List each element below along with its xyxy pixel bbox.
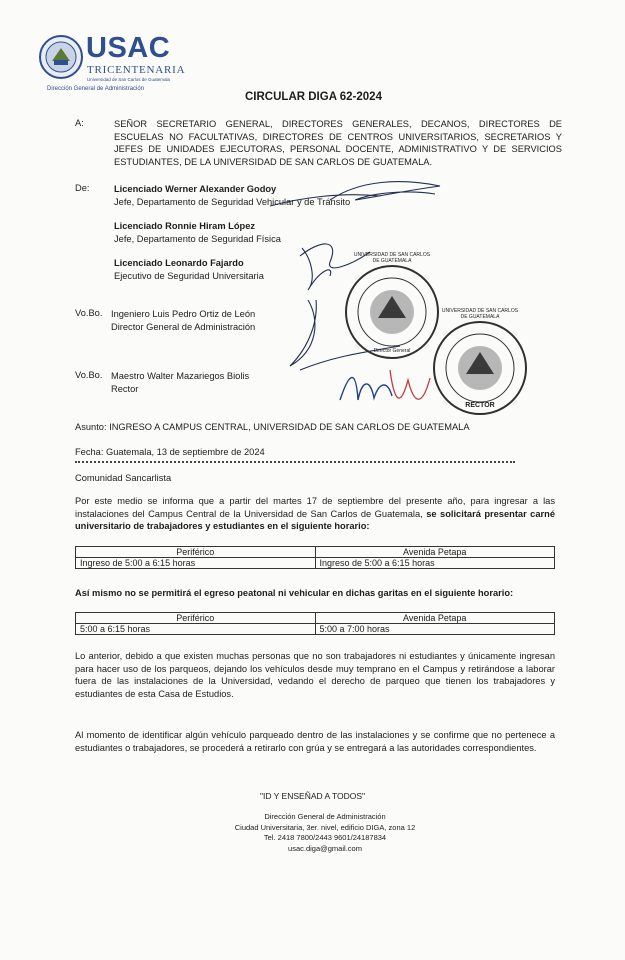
table-row: [76, 558, 555, 569]
table-row: [76, 624, 555, 635]
table-row: [76, 613, 555, 624]
dotted-separator: [75, 461, 515, 465]
footer-line: Tel. 2418 7800/2443 9601/24187834: [263, 833, 387, 842]
sender-3: [114, 257, 264, 282]
sender-role: Ejecutivo de Seguridad Universitaria: [114, 270, 264, 281]
table-header: Avenida Petapa: [315, 547, 555, 558]
intro-bold-text: se solicitará presentar carné universitario de trabajadores y estudiantes en el siguiente horario:: [75, 508, 555, 532]
salutation: Comunidad Sancarlista: [75, 473, 172, 483]
rector-signature-graphic: [330, 360, 450, 420]
paragraph-consequence: Al momento de identificar algún vehículo parqueado dentro de las instalaciones y se confirme que no pertenece a estudiantes o trabajadores, se procederá a retirarlo con grúa y se entregará a las autoridades correspondientes.: [75, 730, 555, 753]
schedule-table-entry: [75, 546, 555, 569]
footer: [160, 812, 490, 854]
sender-name: Licenciado Ronnie Hiram López: [114, 221, 256, 231]
stamp-seal-icon: [342, 262, 442, 362]
stamp-text: UNIVERSIDAD DE SAN CARLOS DE GUATEMALA: [353, 252, 431, 264]
schedule-table-exit: [75, 612, 555, 635]
table-header: Periférico: [76, 613, 316, 624]
usac-seal-icon: [38, 34, 84, 80]
vobo-2: [111, 370, 249, 395]
sender-2: [114, 220, 281, 245]
vobo-label: Vo.Bo.: [75, 308, 103, 318]
restriction-text: Así mismo no se permitirá el egreso peatonal ni vehicular en dichas garitas en el siguiente horario:: [75, 588, 514, 598]
brand-university: Universidad de San Carlos de Guatemala: [87, 77, 171, 82]
stamp-text: UNIVERSIDAD DE SAN CARLOS DE GUATEMALA: [441, 308, 519, 320]
vobo-label: Vo.Bo.: [75, 370, 103, 380]
footer-email: usac.diga@gmail.com: [288, 843, 362, 853]
intro-paragraph: [75, 495, 555, 533]
brand-name: USAC: [86, 32, 171, 64]
table-cell: Ingreso de 5:00 a 6:15 horas: [315, 558, 555, 569]
table-header: Avenida Petapa: [315, 613, 555, 624]
vobo-role: Director General de Administración: [111, 321, 256, 332]
motto: "ID Y ENSEÑAD A TODOS": [259, 791, 366, 801]
footer-line: Ciudad Universitaria, 3er. nivel, edificio DIGA, zona 12: [234, 822, 416, 832]
date-label: Fecha:: [75, 447, 104, 457]
vobo-role: Rector: [111, 383, 139, 394]
sender-role: Jefe, Departamento de Seguridad Física: [114, 233, 281, 244]
vobo-name: Ingeniero Luis Pedro Ortiz de León: [111, 309, 256, 319]
sender-name: Licenciado Werner Alexander Godoy: [114, 184, 277, 194]
table-header: Periférico: [76, 547, 316, 558]
vobo-name: Maestro Walter Mazariegos Biolis: [111, 371, 250, 381]
document-title: CIRCULAR DIGA 62-2024: [245, 91, 382, 103]
stamp-bottom-text: Director General: [373, 348, 411, 354]
department-label: Dirección General de Administración: [47, 86, 145, 92]
date-text: Guatemala, 13 de septiembre de 2024: [106, 447, 265, 457]
stamp-director: [342, 252, 442, 362]
subject-label: Asunto:: [75, 422, 107, 432]
subject-text: INGRESO A CAMPUS CENTRAL, UNIVERSIDAD DE SAN CARLOS DE GUATEMALA: [109, 422, 470, 432]
recipients-text: SEÑOR SECRETARIO GENERAL, DIRECTORES GENERALES, DECANOS, DIRECTORES DE ESCUELAS NO FACULTATIVAS, DIRECTORES DE CENTROS UNIVERSITARIOS, SECRETARIOS Y JEFES DE UNIDADES EJECUTORAS, PERSONAL DOCENTE, ADMINISTRATIVO Y DE SERVICIOS ESTUDIANTES, DE LA UNIVERSIDAD DE SAN CARLOS DE GUATEMALA.: [114, 119, 562, 167]
from-label: De:: [75, 183, 90, 193]
intro-text: Por este medio se informa que a partir del martes 17 de septiembre del presente año, para ingresar a las instalaciones del Campus Central de la Universidad de San Carlos de Guatemala,: [75, 496, 555, 519]
sender-role: Jefe, Departamento de Seguridad Vehicular y de Tránsito: [114, 196, 351, 207]
table-row: [76, 547, 555, 558]
subject-row: [75, 421, 470, 434]
stamp-bottom-text: RECTOR: [465, 402, 495, 409]
footer-line: Dirección General de Administración: [264, 812, 386, 821]
to-label: A:: [75, 118, 84, 128]
vobo-1: [111, 308, 255, 333]
table-cell: 5:00 a 7:00 horas: [315, 624, 555, 635]
date-row: [75, 446, 265, 459]
table-cell: Ingreso de 5:00 a 6:15 horas: [76, 558, 316, 569]
brand-subtitle: TRICENTENARIA: [87, 64, 186, 76]
paragraph-reason: Lo anterior, debido a que existen muchas personas que no son trabajadores ni estudiantes y únicamente ingresan para hacer uso de los parqueos, dejando los vehículos desde muy temprano en el Campus y retirándose a laborar fuera de las instalaciones de la Universidad, vedando el derecho de parqueo que tienen los trabajadores y estudiantes de esta Casa de Estudios.: [75, 651, 555, 699]
table-cell: 5:00 a 6:15 horas: [76, 624, 316, 635]
sender-name: Licenciado Leonardo Fajardo: [114, 258, 244, 268]
